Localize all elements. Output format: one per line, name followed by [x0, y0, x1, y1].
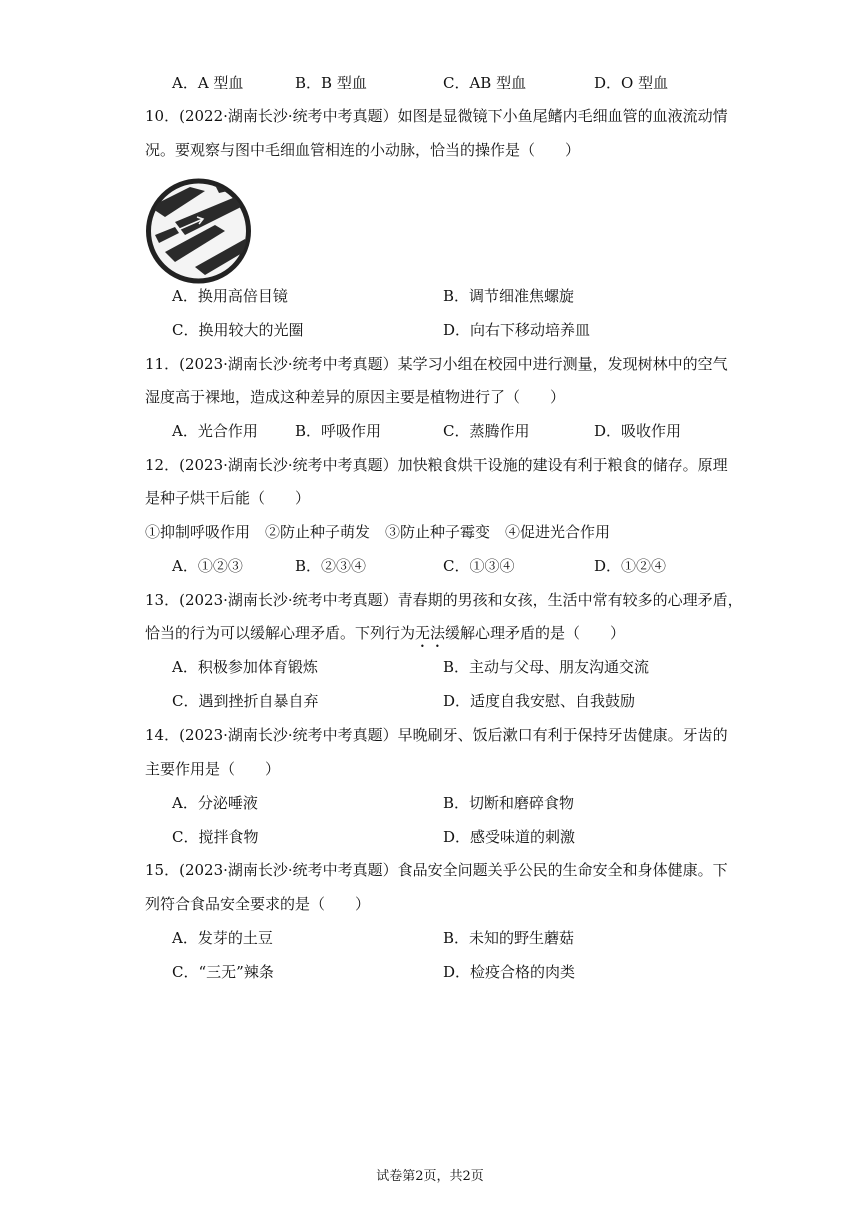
q14-stem-line1: 14．(2023·湖南长沙·统考中考真题）早晚刷牙、饭后漱口有利于保持牙齿健康。牙齿的	[145, 726, 728, 744]
q13-stem-part2: 缓解心理矛盾的是（ ）	[445, 624, 626, 642]
q12-stem-line1: 12．(2023·湖南长沙·统考中考真题）加快粮食烘干设施的建设有利于粮食的储存。原理	[145, 456, 728, 474]
q15-option-b: B．未知的野生蘑菇	[443, 929, 575, 947]
page-footer: 试卷第2页，共2页	[376, 1169, 484, 1184]
q11-option-a: A．光合作用	[172, 422, 258, 440]
q13-option-d: D．适度自我安慰、自我鼓励	[443, 692, 636, 710]
q14-option-c: C．搅拌食物	[172, 828, 259, 846]
q13-stem-line2	[145, 622, 625, 651]
q12-statements: ①抑制呼吸作用 ②防止种子萌发 ③防止种子霉变 ④促进光合作用	[145, 523, 611, 541]
q10-stem-line1: 10．(2022·湖南长沙·统考中考真题）如图是显微镜下小鱼尾鳍内毛细血管的血液流动情	[145, 107, 728, 125]
q13-option-a: A．积极参加体育锻炼	[172, 658, 318, 676]
q12-option-c: C．①③④	[443, 557, 515, 575]
q14-option-b: B．切断和磨碎食物	[443, 794, 575, 812]
q14-option-d: D．感受味道的刺激	[443, 828, 576, 846]
q11-option-d: D．吸收作用	[594, 422, 682, 440]
q9-option-a: A．A 型血	[172, 74, 244, 92]
q12-option-a: A．①②③	[172, 557, 243, 575]
q10-stem-line2: 况。要观察与图中毛细血管相连的小动脉，恰当的操作是（ ）	[145, 141, 581, 159]
q12-option-d: D．①②④	[594, 557, 667, 575]
q13-emphasis-word: 无法	[415, 624, 446, 642]
q13-stem-line1: 13．(2023·湖南长沙·统考中考真题）青春期的男孩和女孩，生活中常有较多的心理矛盾，	[145, 591, 743, 609]
q15-option-d: D．检疫合格的肉类	[443, 963, 576, 981]
q15-stem-line2: 列符合食品安全要求的是（ ）	[145, 895, 371, 913]
q12-stem-line2: 是种子烘干后能（ ）	[145, 489, 311, 507]
q11-option-b: B．呼吸作用	[295, 422, 382, 440]
q13-stem-part1: 恰当的行为可以缓解心理矛盾。下列行为	[145, 624, 416, 642]
q11-stem-line1: 11．(2023·湖南长沙·统考中考真题）某学习小组在校园中进行测量，发现树林中的空气	[145, 355, 728, 373]
q9-option-c: C．AB 型血	[443, 74, 527, 92]
q15-option-a: A．发芽的土豆	[172, 929, 273, 947]
q12-option-b: B．②③④	[295, 557, 367, 575]
q14-stem-line2: 主要作用是（ ）	[145, 760, 281, 778]
q15-option-c: C．“三无”辣条	[172, 963, 274, 981]
q13-option-b: B．主动与父母、朋友沟通交流	[443, 658, 650, 676]
q9-option-b: B．B 型血	[295, 74, 367, 92]
q11-stem-line2: 湿度高于裸地，造成这种差异的原因主要是植物进行了（ ）	[145, 388, 566, 406]
q10-option-a: A．换用高倍目镜	[172, 287, 288, 305]
q13-option-c: C．遇到挫折自暴自弃	[172, 692, 319, 710]
q9-option-d: D．O 型血	[594, 74, 669, 92]
q10-option-d: D．向右下移动培养皿	[443, 321, 591, 339]
q11-option-c: C．蒸腾作用	[443, 422, 530, 440]
q14-option-a: A．分泌唾液	[172, 794, 258, 812]
microscope-field-image	[145, 177, 252, 285]
q15-stem-line1: 15．(2023·湖南长沙·统考中考真题）食品安全问题关乎公民的生命安全和身体健康。下	[145, 861, 728, 879]
q10-option-c: C．换用较大的光圈	[172, 321, 304, 339]
q10-option-b: B．调节细准焦螺旋	[443, 287, 575, 305]
